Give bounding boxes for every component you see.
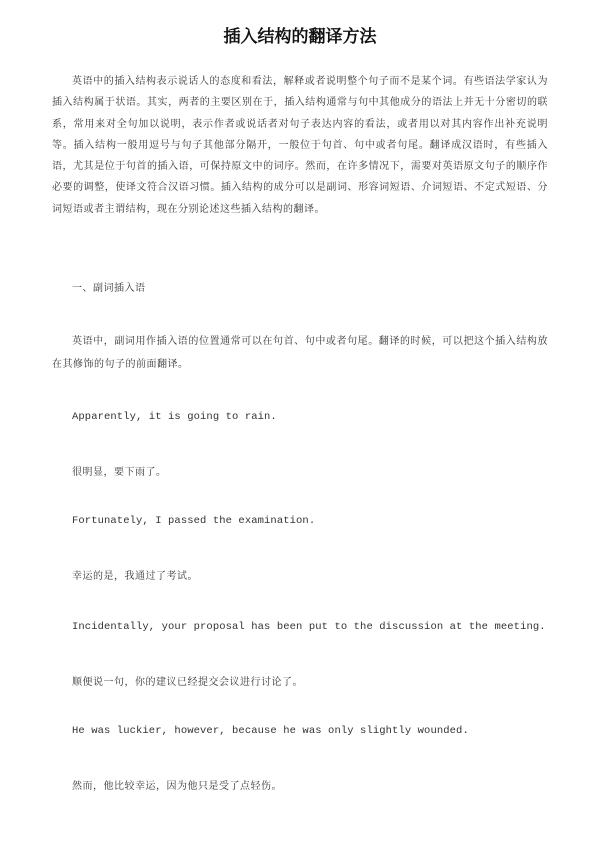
- example-english-4: He was luckier, however, because he was only slightly wounded.: [72, 725, 469, 737]
- section-paragraph: 英语中，副词用作插入语的位置通常可以在句首、句中或者句尾。翻译的时候，可以把这个插入结构放在其修饰的句子的前面翻译。: [52, 336, 548, 370]
- example-chinese-3: 顺便说一句，你的建议已经提交会议进行讨论了。: [72, 677, 303, 688]
- intro-paragraph: 英语中的插入结构表示说话人的态度和看法，解释或者说明整个句子而不是某个词。有些语法学家认为插入结构属于状语。其实，两者的主要区别在于，插入结构通常与句中其他成分的语法上并无十分密切的联系，常用来对全句加以说明，表示作者或说话者对句子表达内容的看法，或者用以对其内容作出补充说明等。插入结构一般用逗号与句子其他部分隔开，一般位于句首、句中或者句尾。翻译成汉语时，有些插入语，尤其是位于句首的插入语，可保持原文中的词序。然而，在许多情况下，需要对英语原文句子的顺序作必要的调整，使译文符合汉语习惯。插入结构的成分可以是副词、形容词短语、介词短语、不定式短语、分词短语或者主谓结构，现在分别论述这些插入结构的翻译。: [52, 76, 548, 215]
- example-chinese-4: 然而，他比较幸运，因为他只是受了点轻伤。: [72, 781, 282, 792]
- page-title: 插入结构的翻译方法: [223, 27, 377, 47]
- example-english-2: Fortunately, I passed the examination.: [72, 515, 316, 527]
- example-chinese-1: 很明显，要下雨了。: [72, 467, 167, 478]
- example-english-1: Apparently, it is going to rain.: [72, 411, 277, 423]
- example-chinese-2: 幸运的是，我通过了考试。: [72, 571, 198, 582]
- example-english-3: Incidentally, your proposal has been put to the discussion at the meeting.: [72, 621, 546, 633]
- section-heading: 一、副词插入语: [72, 283, 146, 294]
